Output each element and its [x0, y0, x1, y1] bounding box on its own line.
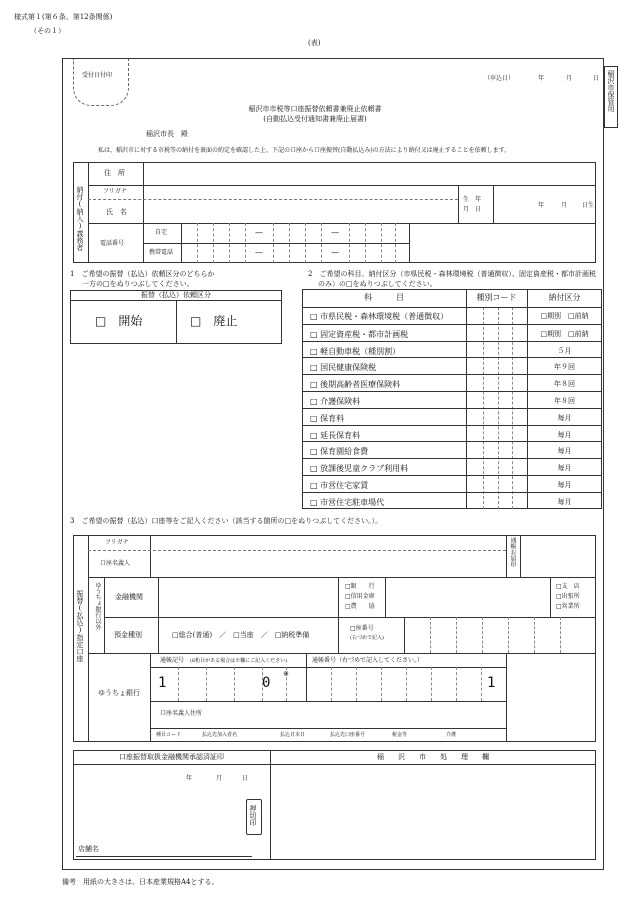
subject-row[interactable]	[302, 357, 602, 375]
kubun-col-header: 納付区分	[548, 293, 581, 302]
subject-name[interactable]: □ 保育園給食費	[310, 447, 369, 457]
account-table	[73, 535, 596, 742]
phone-dash: —	[255, 248, 263, 257]
subject-row[interactable]	[302, 324, 602, 342]
subject-row[interactable]	[302, 458, 602, 476]
seal-box	[246, 799, 262, 835]
cert-month: 月	[216, 775, 223, 782]
footnote: 備考 用紙の大きさは、日本産業規格A4とする。	[62, 878, 219, 886]
form-title: 稲沢市市税等口座振替依頼書兼廃止依頼書	[248, 105, 382, 113]
cert-day: 日	[242, 775, 249, 782]
section1-heading: 1 ご希望の振替（払込）依頼区分のどちらか	[70, 270, 215, 278]
birth-label-2: 月 日	[463, 206, 482, 213]
subject-row[interactable]	[302, 441, 602, 459]
subject-name[interactable]: □ 国民健康保険税	[310, 363, 377, 373]
bank-cert-label: 口座振替取扱金融機関承認済証印	[119, 753, 224, 761]
page-side-label: (表)	[308, 39, 321, 47]
section2-heading-2: のみ）の□をぬりつぶしてください。	[318, 280, 437, 288]
payer-side-label: 納付(納入)義務者	[76, 186, 84, 251]
section1-heading-2: 一方の□をぬりつぶしてください。	[82, 280, 194, 288]
apply-date-label: （申込日）	[484, 75, 515, 82]
subject-name[interactable]: □ 放課後児童クラブ利用料	[310, 464, 409, 474]
subject-row[interactable]	[302, 307, 602, 324]
account-furigana-label: フリガナ	[105, 539, 129, 546]
account-side-label: 振替(払込)指定口座	[76, 590, 84, 662]
payment-kubun: □期別 □前納	[540, 312, 589, 320]
office-use-label: 稲 沢 市 処 理 欄	[377, 753, 489, 761]
non-yucho-label: ゆうちょ銀行以外	[94, 582, 101, 630]
footer-item-shumoku: 種目コード	[156, 732, 182, 738]
subject-col-header: 科 目	[364, 293, 404, 302]
payment-kubun: 年９回	[554, 363, 575, 372]
form-sono: （その１）	[30, 27, 65, 35]
bank-type-nokyo[interactable]: □農 協	[345, 603, 375, 610]
subject-name[interactable]: □ 固定資産税・都市計画税	[310, 329, 409, 339]
subject-row[interactable]	[302, 425, 602, 443]
subject-name[interactable]: □ 市営住宅駐車場代	[310, 497, 385, 507]
subject-row[interactable]	[302, 341, 602, 359]
phone-digit-grid	[181, 223, 409, 263]
payment-kubun: 毎月	[557, 430, 572, 439]
tsucho-kigo-digit-0: 0	[262, 675, 271, 691]
branch-type-shucchojo[interactable]: □出張所	[556, 593, 580, 600]
receipt-stamp-area	[73, 59, 129, 106]
deposit-type-options[interactable]: □総合(普通) ／ □当座 ／ □納税準備	[172, 631, 310, 639]
bank-type-bank[interactable]: □銀 行	[345, 583, 375, 590]
subject-name[interactable]: □ 市県民税・森林環境税（普通徴収）	[310, 312, 449, 321]
seal-label: 押切印	[249, 805, 257, 826]
subject-row[interactable]	[302, 408, 602, 426]
subject-name[interactable]: □ 介護保険料	[310, 397, 361, 406]
addressee: 稲沢市長 殿	[146, 130, 188, 138]
receipt-stamp-label: 受付日付印	[82, 72, 113, 79]
payer-furigana-label: フリガナ	[103, 188, 127, 195]
phone-dash: —	[255, 228, 263, 237]
apply-day: 日	[593, 75, 600, 82]
cert-year: 年	[186, 775, 193, 782]
yucho-label: ゆうちょ銀行	[98, 689, 140, 697]
branch-type-eigyosho[interactable]: □営業所	[556, 603, 580, 610]
account-number-label: □座番号	[350, 625, 374, 632]
phone-dash: —	[331, 228, 339, 237]
footer-item-zeikin: 税金等	[392, 732, 408, 738]
mobile-phone-label: 携帯電話	[149, 249, 174, 256]
subject-name[interactable]: □ 市営住宅家賃	[310, 481, 369, 490]
payment-kubun: 年８回	[554, 397, 575, 405]
holder-address-label: 口座名義人住所	[160, 710, 203, 717]
birth-year: 年	[538, 202, 545, 209]
subject-name[interactable]: □ 延長保育料	[310, 430, 361, 440]
form-number: 様式第１(第６条、第12条関係)	[14, 13, 113, 21]
subject-row[interactable]	[302, 475, 602, 493]
birth-label-1: 生 年	[463, 196, 482, 203]
start-option[interactable]: □ 開始	[95, 314, 143, 328]
tsucho-todokein-label: 通帳お届印	[509, 537, 516, 567]
payment-kubun: 毎月	[557, 413, 572, 422]
subject-row[interactable]	[302, 492, 602, 510]
home-phone-label: 自宅	[155, 229, 168, 236]
tsucho-bango-last-digit: 1	[487, 675, 496, 691]
birth-month: 月	[561, 202, 568, 209]
subject-row[interactable]	[302, 374, 602, 392]
code-col-header: 種別コード	[476, 293, 517, 302]
payment-kubun: 毎月	[557, 464, 572, 473]
bottom-table	[73, 750, 596, 860]
footer-item-matsujitsu: 払込日末日	[280, 732, 306, 738]
form-subtitle: (自動払込受付通知書兼廃止届書)	[263, 115, 367, 123]
address-label: 住 所	[104, 169, 125, 177]
account-number-note: (右づめで記入)	[350, 635, 384, 641]
bank-type-shinkin[interactable]: □信用金庫	[345, 593, 375, 600]
tsucho-bango-label: 通帳番号（右づめで記入してください。）	[312, 657, 424, 664]
footer-item-kanyusha: 払込先加入者名	[202, 732, 238, 738]
retention-label: 稲沢市保管用	[607, 70, 615, 112]
footer-item-kaigo: 介護	[446, 732, 457, 738]
note-mark: ※	[283, 670, 289, 678]
request-type-title: 振替（払込）依頼区分	[141, 291, 211, 299]
tsucho-kigo-label: 通帳記号	[160, 657, 185, 664]
subject-name[interactable]: □ 軽自動車税（種別割）	[310, 346, 401, 356]
birth-day: 日生	[582, 202, 595, 209]
payment-kubun: 毎月	[557, 481, 572, 489]
phone-label: 電話番号	[100, 240, 125, 247]
payment-kubun: 年８回	[554, 380, 575, 389]
phone-dash: —	[331, 248, 339, 257]
payment-kubun: □期別 □前納	[540, 329, 589, 338]
section3-heading: 3 ご希望の振替（払込）口座等をご記入ください（該当する箇所の□をぬりつぶしてください。）。	[70, 517, 383, 525]
tsucho-kigo-note: (6桁目がある場合は※欄にご記入ください)	[190, 658, 288, 664]
tsucho-kigo-digit-1: 1	[158, 675, 167, 691]
subject-name[interactable]: □ 保育料	[310, 413, 345, 423]
payment-kubun: 毎月	[557, 447, 572, 456]
account-holder-label: 口座名義人	[100, 560, 131, 567]
bank-label: 金融機関	[115, 593, 143, 601]
branch-name-label: 店舗名	[78, 845, 99, 853]
apply-year: 年	[538, 75, 545, 82]
subject-name[interactable]: □ 後期高齢者医療保険料	[310, 380, 401, 390]
payment-kubun: 毎月	[557, 497, 572, 506]
stop-option[interactable]: □ 廃止	[190, 314, 238, 328]
deposit-type-label: 預金種別	[114, 631, 142, 639]
section2-heading: 2 ご希望の科目、納付区分（市県民税・森林環境税（普通徴収）、固定資産税・都市計画税	[308, 270, 596, 278]
footer-item-kouza: 払込先口座番号	[330, 732, 366, 738]
request-statement: 私は、稲沢市に対する市税等の納付を裏面の約定を確認した上、下記の口座から口座振替(自動払込み)の方法により納付又は廃止することを依頼します。	[98, 147, 511, 154]
branch-type-shiten[interactable]: □支 店	[556, 583, 580, 590]
payment-kubun: ５月	[557, 346, 572, 355]
apply-month: 月	[566, 75, 573, 82]
subject-row[interactable]	[302, 391, 602, 409]
payer-name-label: 氏 名	[106, 208, 127, 216]
